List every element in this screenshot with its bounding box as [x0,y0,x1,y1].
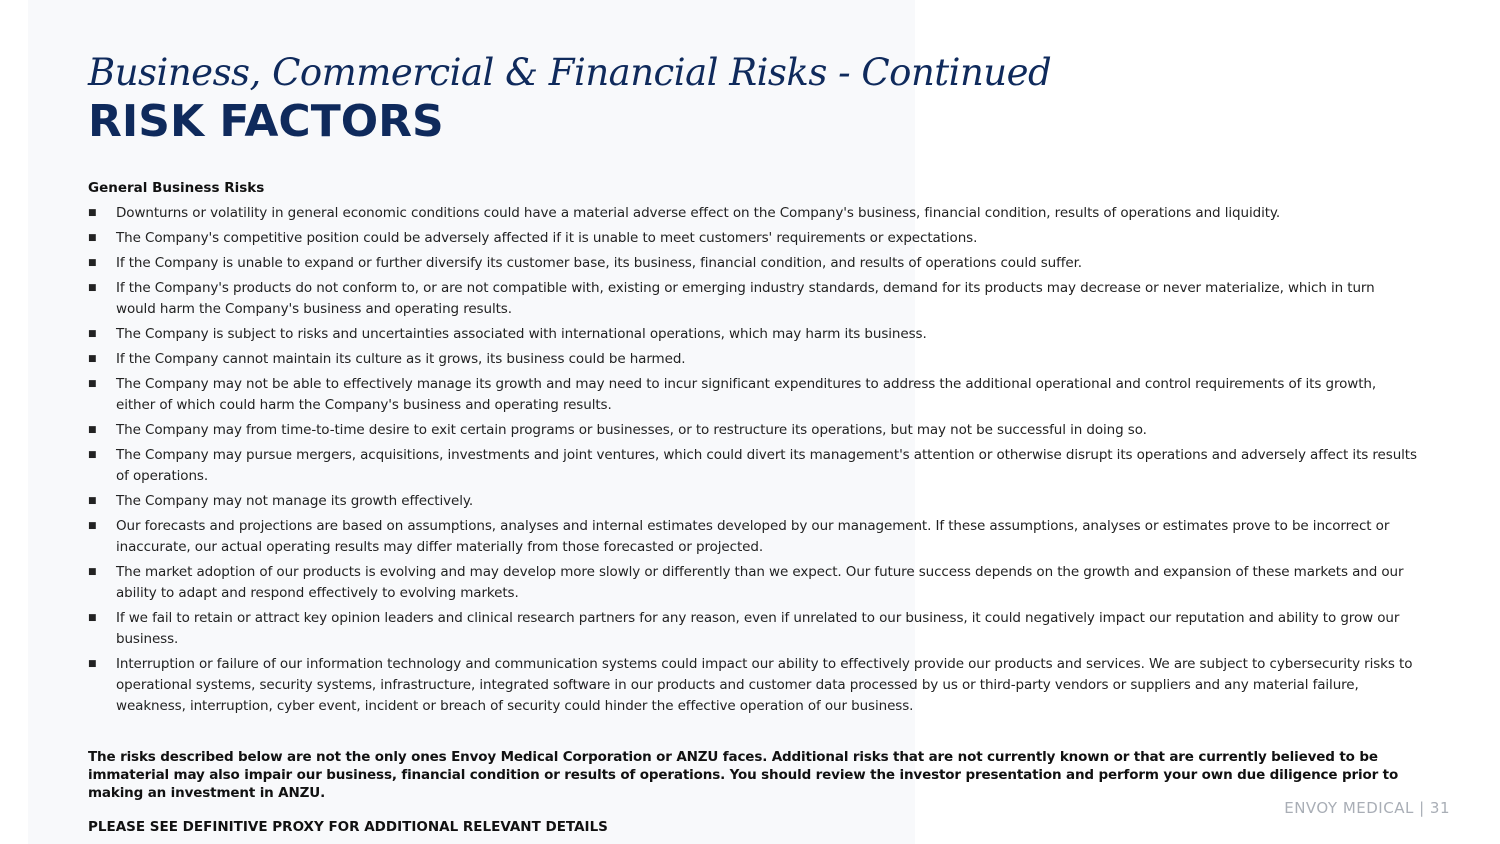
square-bullet-icon: ■ [88,354,97,364]
list-item [88,374,1418,416]
square-bullet-icon: ■ [88,283,97,293]
square-bullet-icon: ■ [88,496,97,506]
list-item [88,562,1418,604]
risk-item-text: If the Company's products do not conform to, or are not compatible with, existing or emerging industry standards, demand for its products may decrease or never materialize, which in turn would harm the Company's business and operating results. [116,280,1375,317]
list-item [88,253,1418,274]
slide-title: RISK FACTORS [88,96,444,147]
risk-item-text: The market adoption of our products is evolving and may develop more slowly or differently than we expect. Our future success depends on the growth and expansion of these markets and our ability to adapt and respond effectively to evolving markets. [116,564,1404,601]
section-heading: General Business Risks [88,180,265,196]
square-bullet-icon: ■ [88,233,97,243]
risk-item-text: The Company may not be able to effectively manage its growth and may need to incur significant expenditures to address the additional operational and control requirements of its growth, either of which could harm the Company's business and operating results. [116,376,1377,413]
footer-page-label: ENVOY MEDICAL | 31 [1284,799,1450,817]
list-item [88,349,1418,370]
risk-item-text: The Company may from time-to-time desire to exit certain programs or businesses, or to restructure its operations, but may not be successful in doing so. [116,422,1147,438]
list-item [88,654,1418,717]
list-item [88,203,1418,224]
square-bullet-icon: ■ [88,659,97,669]
disclaimer-text: The risks described below are not the only ones Envoy Medical Corporation or ANZU faces. Additional risks that are not currently known or that are currently believed to be immaterial may also impair our business, financial condition or results of operations. You should review the investor presentation and perform your own due diligence prior to making an investment in ANZU. [88,749,1399,801]
square-bullet-icon: ■ [88,329,97,339]
proxy-note: PLEASE SEE DEFINITIVE PROXY FOR ADDITIONAL RELEVANT DETAILS [88,819,608,835]
risk-item-text: Downturns or volatility in general economic conditions could have a material adverse effect on the Company's business, financial condition, results of operations and liquidity. [116,205,1281,221]
square-bullet-icon: ■ [88,521,97,531]
square-bullet-icon: ■ [88,450,97,460]
list-item [88,445,1418,487]
risk-item-text: The Company is subject to risks and uncertainties associated with international operations, which may harm its business. [116,326,927,342]
list-item [88,491,1418,512]
list-item [88,324,1418,345]
square-bullet-icon: ■ [88,208,97,218]
list-item [88,420,1418,441]
list-item [88,228,1418,249]
risk-item-text: The Company may pursue mergers, acquisitions, investments and joint ventures, which could divert its management's attention or otherwise disrupt its operations and adversely affect its results of operations. [116,447,1417,484]
square-bullet-icon: ■ [88,425,97,435]
slide-subtitle: Business, Commercial & Financial Risks - Continued [88,51,1052,94]
risk-item-text: Interruption or failure of our information technology and communication systems could impact our ability to effectively provide our products and services. We are subject to cybersecurity risks to operational systems, security systems, infrastructure, integrated software in our products and customer data processed by us or third-party vendors or suppliers and any material failure, weakness, interruption, cyber event, incident or breach of security could hinder the effective operation of our business. [116,656,1413,714]
risk-item-text: If we fail to retain or attract key opinion leaders and clinical research partners for any reason, even if unrelated to our business, it could negatively impact our reputation and ability to grow our business. [116,610,1400,647]
risk-list [88,203,1418,721]
square-bullet-icon: ■ [88,567,97,577]
risk-item-text: The Company may not manage its growth effectively. [116,493,474,509]
risk-item-text: Our forecasts and projections are based on assumptions, analyses and internal estimates developed by our management. If these assumptions, analyses or estimates prove to be incorrect or inaccurate, our actual operating results may differ materially from those forecasted or projected. [116,518,1390,555]
risk-item-text: If the Company is unable to expand or further diversify its customer base, its business, financial condition, and results of operations could suffer. [116,255,1082,271]
square-bullet-icon: ■ [88,613,97,623]
list-item [88,278,1418,320]
square-bullet-icon: ■ [88,258,97,268]
list-item [88,516,1418,558]
square-bullet-icon: ■ [88,379,97,389]
risk-item-text: The Company's competitive position could be adversely affected if it is unable to meet customers' requirements or expectations. [116,230,978,246]
list-item [88,608,1418,650]
risk-item-text: If the Company cannot maintain its culture as it grows, its business could be harmed. [116,351,686,367]
